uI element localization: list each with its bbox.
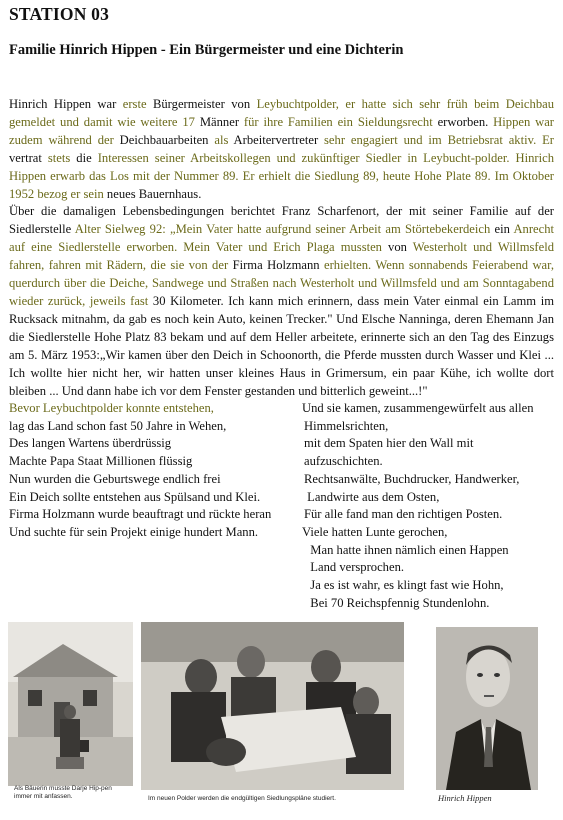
poem-line: Bevor Leybuchtpolder konnte entstehen,: [9, 401, 214, 415]
poem-line: Des langen Wartens überdrüssig: [9, 436, 172, 451]
p1-segment: neues Bauernhaus.: [103, 186, 202, 201]
p1-segment: für ihre Familien ein Sieldungsrecht: [243, 114, 433, 129]
poem-line: lag das Land schon fast 50 Jahre in Wehen,: [9, 418, 227, 433]
p2-segment: 30 Kilometer. Ich kann mich erinnern, dass mein Vater einmal ein Lamm im Rucksack mitnahm, da gab es noch kein Auto, keinen Trecker." Und Elsche Nanninga, deren Ehemann Jan die Siedlerstelle Hohe Platz 83 bekam und auf dem Heller arbeitete, erinnerte sich an den Tag des Einzugs am 5. März 1953:„Wir kamen über den Deich in Schoonorth, die Pferde mussten durch Wasser und Klei ... Ich wollte hier nicht her, wir hatten unser kleines Haus in Grimersum, ein paar Kühe, ich wollte dort bleiben ... Und dann habe ich vor dem Fenster gestanden und bitterlich geweint...!": [9, 293, 554, 398]
p2-segment: ein: [490, 222, 514, 237]
photo-caption-2: Im neuen Polder werden die endgültigen Siedlungspläne studiert.: [148, 795, 336, 802]
poem-line: Himmelsrichten,: [304, 418, 389, 433]
photo-group-plans: [141, 622, 404, 806]
p1-segment: Männer: [194, 114, 244, 129]
poem-left-column: [9, 400, 294, 542]
poem-line: Nun wurden die Geburtswege endlich frei: [9, 471, 221, 486]
poem-line: Firma Holzmann wurde beauftragt und rückte heran: [9, 507, 272, 522]
p2-segment: erhielten. Wenn sonnabends Feierabend war, querdurch über die Deiche, Sandwege und Straßen nach Westerholt und Willmsfeld und: [9, 258, 554, 291]
p1-segment: Bürgermeister von: [146, 97, 257, 111]
photo-farm-woman: [8, 622, 133, 806]
poem-line: Und sie kamen, zusammengewürfelt aus allen: [302, 401, 534, 415]
station-heading: STATION 03: [9, 4, 110, 24]
p2-segment: Anrecht auf eine Siedlerstelle erworben. Mein Vater und Erich Plaga mussten: [9, 222, 555, 255]
p1-segment: Deichbauarbeiten: [113, 132, 215, 147]
p2-segment: Westerholt und Willmsfeld fahren, fahren mit Rädern, die sie von der: [9, 240, 554, 273]
poem-right-column: [302, 400, 557, 612]
poem-line: Ja es ist wahr, es klingt fast wie Hohn,: [304, 578, 504, 593]
p1-segment: Arbeitervertreter: [228, 132, 325, 147]
p1-segment: erworben.: [432, 114, 494, 129]
p1-segment: Interessen seiner Arbeitskollegen und zukünftiger Siedler in Leybucht-polder. Hinrich Hippen erwarb das Los mit der Nummer 89. Er erhielt die Siedlung 89, heute Hohe Plate 89. Im Oktober 1952 bezog er sein: [9, 150, 555, 201]
poem-line: aufzuschichten.: [304, 454, 383, 469]
p1-segment: stets: [47, 150, 71, 165]
p2-segment: von: [381, 240, 413, 255]
article-body: [9, 96, 554, 400]
photo-caption-3: Hinrich Hippen: [438, 793, 492, 803]
p1-segment: Leybuchtpolder, er hatte sich sehr früh beim Deichbau gemeldet und damit wie weitere 17: [9, 97, 554, 129]
paragraph-1: [9, 96, 554, 203]
poem-line: Man hatte ihnen nämlich einen Happen: [304, 542, 509, 557]
poem-line: mit dem Spaten hier den Wall mit: [304, 436, 474, 451]
poem-line: Für alle fand man den richtigen Posten.: [304, 507, 503, 522]
poem-line: Rechtsanwälte, Buchdrucker, Handwerker,: [304, 471, 520, 486]
p1-segment: sehr engagiert und im Betriebsrat aktiv. Er: [324, 132, 554, 147]
p1-segment: die: [70, 150, 98, 165]
p1-segment: Hippen war zudem während der: [9, 114, 555, 147]
p2-segment: Über die damaligen Lebensbedingungen berichtet Franz Scharfenort, der mit seiner Familie auf der Siedlerstelle: [9, 204, 554, 237]
p1-segment: vertrat: [9, 150, 48, 165]
p2-segment: am Sonntagabend wieder zurück, jeweils fast: [9, 276, 554, 308]
paragraph-2: [9, 203, 554, 400]
poem-line: Land versprochen.: [304, 560, 405, 575]
photo-caption-1: Als Bäuerin musste Darje Hip-pen immer mit anfassen.: [14, 785, 112, 800]
poem-line: Viele hatten Lunte gerochen,: [302, 524, 448, 539]
poem-line: Bei 70 Reichspfennig Stundenlohn.: [304, 595, 490, 610]
poem-line: Und suchte für sein Projekt einige hundert Mann.: [9, 524, 259, 539]
poem-line: Ein Deich sollte entstehen aus Spülsand und Klei.: [9, 489, 261, 504]
photo-portrait: [436, 627, 538, 790]
poem-line: Machte Papa Staat Millionen flüssig: [9, 454, 193, 469]
page-title: Familie Hinrich Hippen - Ein Bürgermeister und eine Dichterin: [9, 42, 404, 58]
p1-segment: erste: [122, 97, 147, 111]
p2-segment: Firma Holzmann: [228, 258, 324, 273]
p1-segment: Hinrich Hippen war: [9, 97, 123, 111]
poem-line: Landwirte aus dem Osten,: [304, 489, 440, 504]
p1-segment: als: [214, 132, 229, 147]
p2-segment: Alter Sielweg 92: „Mein Vater hatte aufgrund seiner Arbeit am Störtebekerdeich: [74, 222, 491, 237]
